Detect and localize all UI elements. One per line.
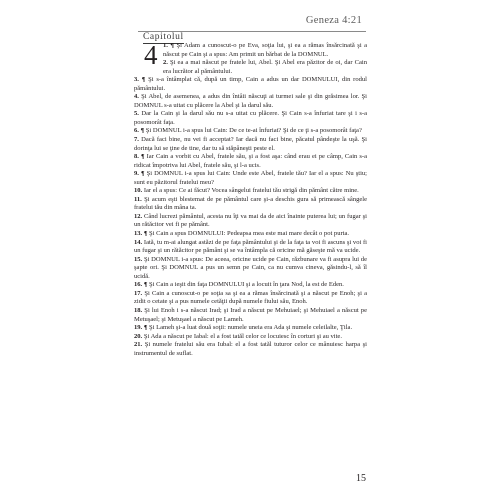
verse	[134, 76, 367, 93]
verse-number: 1.	[163, 42, 168, 49]
paragraph-mark: ¶	[140, 127, 145, 135]
verse-number: 12.	[134, 212, 143, 220]
verse-number: 7.	[134, 136, 139, 144]
paragraph-mark: ¶	[170, 42, 174, 49]
verse	[134, 187, 367, 196]
verse-number: 5.	[134, 110, 139, 118]
verse	[134, 290, 367, 307]
verse	[134, 333, 367, 342]
verse-number: 6.	[134, 127, 139, 135]
verse	[134, 42, 367, 59]
verse-text: Când lucrezi pământul, acesta nu îţi va mai da de aici înainte puterea lui; un fugar şi un rătăcitor vei fi pe pământ.	[134, 212, 368, 229]
verse	[134, 341, 367, 358]
verse-number: 3.	[134, 76, 139, 84]
verse-text: Şi Abel, de asemenea, a adus din întâii născuţi ai turmei sale şi din grăsimea lor. Şi DOMNUL s-a uitat cu plăcere la Abel şi la darul său.	[134, 93, 367, 109]
verse-number: 19.	[134, 324, 143, 332]
verse	[134, 153, 367, 170]
verse	[134, 230, 367, 239]
chapter-label: Capitolul	[143, 32, 184, 42]
verse-number: 11.	[134, 195, 142, 203]
verse	[134, 324, 367, 333]
verse-number: 20.	[134, 332, 143, 340]
verse-number: 13.	[134, 230, 143, 238]
verse	[134, 307, 367, 324]
chapter-number: 4	[144, 40, 158, 70]
paragraph-mark: ¶	[141, 153, 145, 161]
verse-text: Şi Adam a cunoscut-o pe Eva, soţia lui, şi ea a rămas însărcinată şi a născut pe Cain şi a spus: Am primit un bărbat de la DOMNUL.	[163, 42, 368, 58]
running-head: Geneza 4:21	[305, 15, 362, 26]
verse-number: 18.	[134, 306, 143, 314]
paragraph-mark: ¶	[143, 324, 148, 332]
paragraph-mark: ¶	[143, 281, 148, 289]
verse-text: Iată, tu m-ai alungat astăzi de pe faţa pământului şi de la faţa ta voi fi ascuns şi voi fi un fugar şi un rătăcitor pe pământ şi se va întâmpla că oricine mă găseşte mă va ucide.	[134, 238, 368, 255]
verse-text: Şi Cain a ieşit din faţa DOMNULUI şi a locuit în ţara Nod, la est de Eden.	[149, 281, 344, 289]
verse	[134, 239, 367, 256]
verse-text: Şi Cain a spus DOMNULUI: Pedeapsa mea este mai mare decât o pot purta.	[149, 230, 350, 238]
verse-text-block	[134, 42, 367, 358]
verse-number: 16.	[134, 281, 143, 289]
paragraph-mark: ¶	[141, 170, 145, 178]
verse-number: 9.	[134, 170, 139, 178]
verse-number: 21.	[134, 341, 143, 349]
verse-text: Şi numele fratelui său era Iubal: el a fost tatăl tuturor celor ce mânuiesc harpa şi instrumentul de suflat.	[134, 341, 367, 357]
verse-text: Dacă faci bine, nu vei fi acceptat? Iar dacă nu faci bine, păcatul pândeşte la uşă. Şi dorinţa lui se ţine de tine, dar tu să stăpâneşti peste el.	[134, 136, 367, 152]
verse-number: 17.	[134, 289, 143, 297]
page-number: 15	[356, 473, 366, 484]
verse-number: 14.	[134, 238, 143, 246]
verse-number: 15.	[134, 255, 143, 263]
verse-text: Şi Cain a cunoscut-o pe soţia sa şi ea a rămas însărcinată şi a născut pe Enoh; şi a zidit o cetate şi a pus numele cetăţii după numele fiului său, Enoh.	[134, 289, 367, 306]
verse	[134, 170, 367, 187]
verse-text: Şi acum eşti blestemat de pe pământul care şi-a deschis gura să primească sângele fratelui tău din mâna ta.	[134, 195, 367, 212]
verse	[134, 59, 367, 76]
verse-number: 4.	[134, 93, 139, 101]
verse-text: Dar la Cain şi la darul său nu s-a uitat cu plăcere. Şi Cain s-a înfuriat tare şi i s-a posomorât faţa.	[134, 110, 367, 126]
verse-text: Şi s-a întâmplat că, după un timp, Cain a adus un dar DOMNULUI, din rodul pământului.	[134, 76, 367, 92]
verse-text: Şi DOMNUL i-a spus: De aceea, oricine ucide pe Cain, răzbunare va fi asupra lui de şapte ori. Şi DOMNUL a pus un semn pe Cain, ca nu cumva cineva, găsindu-l, să îl ucidă.	[134, 255, 367, 280]
verse-text: Şi Ada a născut pe Iabal: el a fost tatăl celor ce locuiesc în corturi şi au vite.	[143, 332, 342, 340]
verse	[134, 110, 367, 127]
verse	[134, 256, 367, 282]
verse-number: 2.	[163, 59, 168, 67]
verse-text: Şi Lameh şi-a luat două soţii: numele uneia era Ada şi numele celeilalte, Ţila.	[149, 324, 353, 332]
verse	[134, 281, 367, 290]
verse-text: Iar Cain a vorbit cu Abel, fratele său, şi a fost aşa: când erau ei pe câmp, Cain s-a ridicat împotriva lui Abel, fratele său, şi l-a ucis.	[134, 153, 367, 169]
verse-text: Şi ea a mai născut pe fratele lui, Abel. Şi Abel era păzitor de oi, dar Cain era lucrător al pământului.	[163, 59, 367, 75]
verse-number: 10.	[134, 187, 143, 195]
paragraph-mark: ¶	[143, 230, 148, 238]
verse	[134, 127, 367, 136]
verse-text: Şi lui Enoh i s-a născut Irad; şi Irad a născut pe Mehuiael; şi Mehuiael a născut pe Metuşael; şi Metuşael a născut pe Lameh.	[134, 306, 367, 323]
verse	[134, 213, 367, 230]
paragraph-mark: ¶	[141, 76, 146, 84]
verse-text: Şi DOMNUL i-a spus lui Cain: De ce te-ai înfuriat? Şi de ce ţi s-a posomorât faţa?	[145, 127, 362, 135]
verse	[134, 196, 367, 213]
verse-number: 8.	[134, 153, 139, 161]
verse-text: Iar el a spus: Ce ai făcut? Vocea sângelui fratelui tău strigă din pământ către mine.	[143, 187, 359, 195]
verse-text: Şi DOMNUL i-a spus lui Cain: Unde este Abel, fratele tău? Iar el a spus: Nu ştiu; sunt eu păzitorul fratelui meu?	[134, 170, 367, 186]
verse	[134, 93, 367, 110]
verse	[134, 136, 367, 153]
